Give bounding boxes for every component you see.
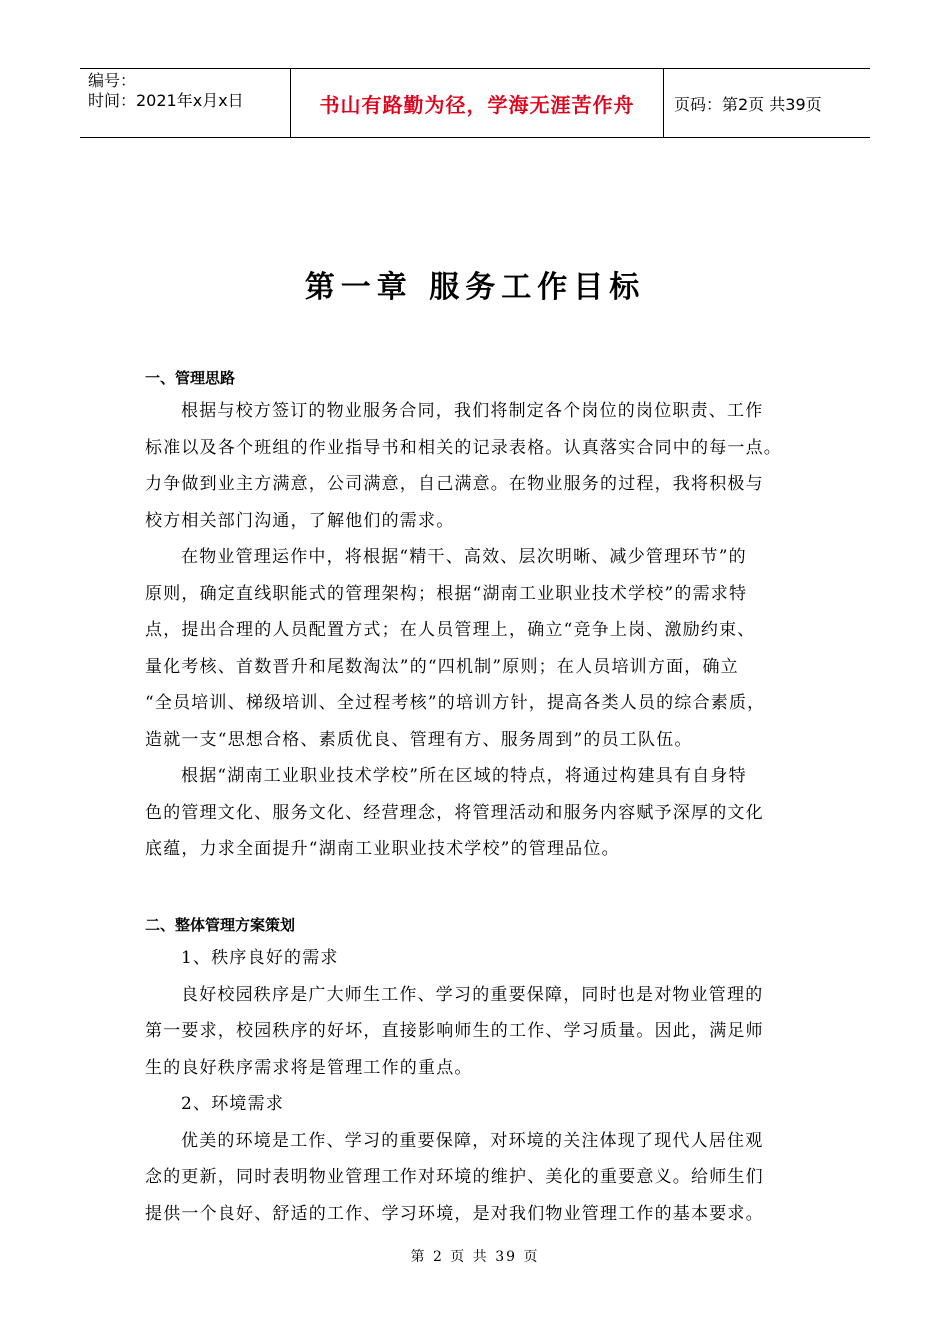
text-line: 优美的环境是工作、学习的重要保障，对环境的关注体现了现代人居住观 [181, 1130, 764, 1151]
text-line: 生的良好秩序需求将是管理工作的重点。 [145, 1057, 473, 1078]
document-header [80, 68, 870, 138]
text-line: 根据“湖南工业职业技术学校”所在区域的特点，将通过构建具有自身特 [181, 766, 747, 786]
text-line: 校方相关部门沟通，了解他们的需求。 [145, 510, 455, 531]
section-heading-1: 一、管理思路 [145, 369, 236, 387]
section-heading-2: 二、整体管理方案策划 [145, 916, 296, 934]
text-line: 量化考核、首数晋升和尾数淘汰”的“四机制”原则；在人员培训方面，确立 [145, 656, 739, 677]
text-line: 标准以及各个班组的作业指导书和相关的记录表格。认真落实合同中的每一点。 [145, 437, 782, 458]
text-line: 念的更新，同时表明物业管理工作对环境的维护、美化的重要意义。给师生们 [145, 1167, 764, 1187]
text-line: 点，提出合理的人员配置方式；在人员管理上，确立“竞争上岗、激励约束、 [145, 620, 756, 640]
paragraph-2 [145, 940, 820, 1232]
text-line: 良好校园秩序是广大师生工作、学习的重要保障，同时也是对物业管理的 [181, 984, 764, 1005]
text-line: 造就一支“思想合格、素质优良、管理有方、服务周到”的员工队伍。 [145, 729, 693, 750]
text-line: 原则，确定直线职能式的管理架构；根据“湖南工业职业技术学校”的需求特 [145, 583, 748, 604]
text-line: 在物业管理运作中，将根据“精干、高效、层次明晰、减少管理环节”的 [181, 547, 747, 567]
paragraph-1 [145, 393, 820, 868]
header-meta [80, 69, 291, 137]
header-number: 编号： [88, 71, 137, 90]
text-line: 第一要求，校园秩序的好坏，直接影响师生的工作、学习质量。因此，满足师 [145, 1021, 764, 1041]
subheading-1: 1、秩序良好的需求 [181, 948, 339, 968]
text-line: 根据与校方签订的物业服务合同，我们将制定各个岗位的岗位职责、工作 [181, 401, 764, 421]
subheading-2: 2、环境需求 [181, 1094, 285, 1114]
text-line: “全员培训、梯级培训、全过程考核”的培训方针，提高各类人员的综合素质， [145, 693, 766, 713]
page-footer: 第 2 页 共 39 页 [410, 1249, 540, 1265]
text-line: 力争做到业主方满意，公司满意，自己满意。在物业服务的过程，我将积极与 [145, 474, 764, 494]
text-line: 色的管理文化、服务文化、经营理念，将管理活动和服务内容赋予深厚的文化 [145, 802, 764, 823]
header-motto: 书山有路勤为径，学海无涯苦作舟 [291, 69, 664, 137]
text-line: 提供一个良好、舒适的工作、学习环境，是对我们物业管理工作的基本要求。 [145, 1203, 764, 1224]
header-date: 时间：2021年x月x日 [88, 91, 244, 110]
header-page-info: 页码：第2页 共39页 [674, 94, 822, 114]
chapter-title: 第一章 服务工作目标 [304, 270, 646, 305]
text-line: 底蕴，力求全面提升“湖南工业职业技术学校”的管理品位。 [145, 839, 620, 859]
